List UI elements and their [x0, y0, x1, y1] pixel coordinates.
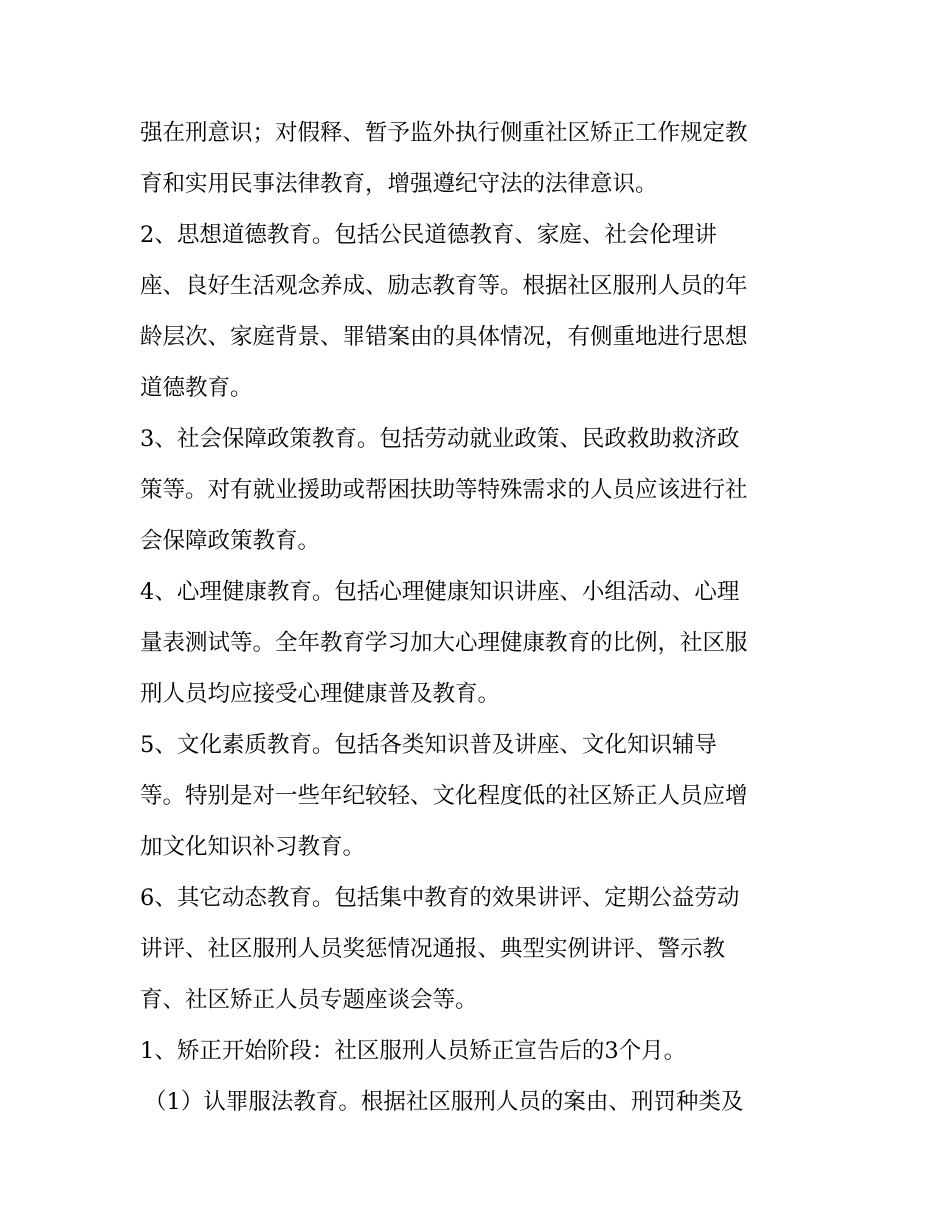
text-line: 育和实用民事法律教育，增强遵纪守法的法律意识。 [140, 171, 658, 197]
text-line: 5、文化素质教育。包括各类知识普及讲座、文化知识辅导 [140, 732, 717, 758]
text-line: 4、心理健康教育。包括心理健康知识讲座、小组活动、心理 [140, 579, 740, 605]
document-body [140, 108, 820, 1128]
text-line: 会保障政策教育。 [140, 528, 321, 554]
text-line: 加文化知识补习教育。 [140, 834, 366, 860]
text-line: 育、社区矫正人员专题座谈会等。 [140, 987, 478, 1013]
text-line: 量表测试等。全年教育学习加大心理健康教育的比例，社区服 [140, 630, 748, 656]
text-line: 讲评、社区服刑人员奖惩情况通报、典型实例讲评、警示教 [140, 936, 726, 962]
text-line: 2、思想道德教育。包括公民道德教育、家庭、社会伦理讲 [140, 222, 717, 248]
text-line: 龄层次、家庭背景、罪错案由的具体情况，有侧重地进行思想 [140, 324, 748, 350]
text-line: 等。特别是对一些年纪较轻、文化程度低的社区矫正人员应增 [140, 783, 748, 809]
text-line: 座、良好生活观念养成、励志教育等。根据社区服刑人员的年 [140, 273, 748, 299]
text-line: 道德教育。 [140, 375, 253, 401]
text-line: 6、其它动态教育。包括集中教育的效果讲评、定期公益劳动 [140, 885, 740, 911]
text-line: （1）认罪服法教育。根据社区服刑人员的案由、刑罚种类及 [144, 1089, 744, 1115]
text-line: 刑人员均应接受心理健康普及教育。 [140, 681, 501, 707]
text-line: 1、矫正开始阶段：社区服刑人员矫正宣告后的3个月。 [140, 1038, 687, 1064]
text-line: 强在刑意识；对假释、暂予监外执行侧重社区矫正工作规定教 [140, 120, 748, 146]
text-line: 策等。对有就业援助或帮困扶助等特殊需求的人员应该进行社 [140, 477, 748, 503]
text-line: 3、社会保障政策教育。包括劳动就业政策、民政救助救济政 [140, 426, 740, 452]
